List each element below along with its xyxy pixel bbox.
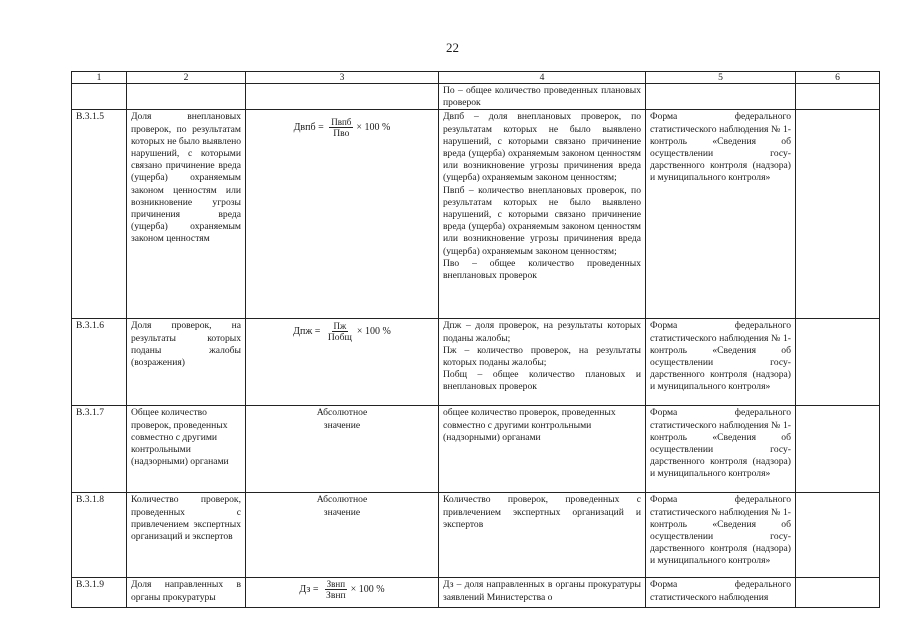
page-number: 22 (446, 40, 459, 55)
formula-lhs: Двпб (293, 122, 316, 134)
source-cell: Форма федерального статистического наблюдения (646, 578, 796, 608)
formula: Двпб = $\frac{\text{Пвпб}}{\text{Пво}}$ × 100 % (293, 117, 391, 140)
formula-lhs: Дз (299, 584, 311, 596)
definition-line: Пво – общее количество проведенных внеплановых проверок (443, 257, 641, 282)
formula-denominator: Побщ (327, 332, 352, 344)
definition-line: Двпб – доля внеплановых проверок, по результатам которых не было выявлено нарушений, с которыми связано причинение вреда (ущерба) охраняемым законом ценностям или возникновение угрозы причинения вреда (ущерба) охраняемым законом ценностям; (443, 111, 641, 184)
formula-cell (246, 110, 439, 319)
notes-cell (796, 110, 880, 319)
definition-cell (439, 406, 646, 493)
source-cell: Форма федерального статистического наблюдения № 1-контроль «Сведения об осуществлении госу-дарственного контроля (надзора) и муниципального контроля» (646, 110, 796, 319)
indicator-name: Доля проверок, на результаты которых поданы жалобы (возражения) (127, 319, 246, 406)
formula-numerator: Пвпб (331, 117, 352, 128)
notes-cell (796, 493, 880, 578)
indicator-code: В.3.1.9 (72, 578, 127, 608)
table-row (72, 319, 880, 406)
source-cell: Форма федерального статистического наблюдения № 1-контроль «Сведения об осуществлении госу-дарственного контроля (надзора) и муниципального контроля» (646, 493, 796, 578)
notes-cell (796, 578, 880, 608)
formula-denominator: Пво (333, 128, 350, 140)
indicator-name: Доля направленных в органы прокуратуры (127, 578, 246, 608)
indicator-code: В.3.1.7 (72, 406, 127, 493)
value-type-cell (246, 493, 439, 578)
notes-cell (796, 406, 880, 493)
source-cell: Форма федерального статистического наблюдения № 1-контроль «Сведения об осуществлении госу-дарственного контроля (надзора) и муниципального контроля» (646, 319, 796, 406)
table-row (72, 578, 880, 608)
table-row (72, 84, 880, 110)
formula-tail: × 100 % (350, 584, 385, 596)
column-number-row (72, 72, 880, 84)
indicator-name: Количество проверок, проведенных с привлечением экспертных организаций и экспертов (127, 493, 246, 578)
table-row (72, 493, 880, 578)
value-type: Абсолютное значение (316, 407, 368, 431)
table-row (72, 406, 880, 493)
formula: Дз = $\frac{\text{Звнп}}{\text{Звнп}}$ × 100 % (299, 579, 385, 602)
formula-denominator: Звнп (326, 590, 346, 602)
definition-cell (439, 493, 646, 578)
column-number: 2 (127, 72, 246, 84)
value-type-cell (246, 406, 439, 493)
definition-line: Пж – количество проверок, на результаты которых поданы жалобы; (443, 344, 641, 369)
indicator-code: В.3.1.6 (72, 319, 127, 406)
formula-fraction (324, 579, 348, 601)
definition-cell: По – общее количество проведенных плановых проверок (439, 84, 646, 110)
formula-numerator: Пж (333, 321, 347, 332)
indicator-code: В.3.1.8 (72, 493, 127, 578)
indicator-code: В.3.1.5 (72, 110, 127, 319)
definition-line: Количество проверок, проведенных с привлечением экспертных организаций и экспертов (443, 494, 641, 530)
definition-cell (439, 319, 646, 406)
definition-line: Пвпб – количество внеплановых проверок, по результатам которых не было выявлено нарушений, с которыми связано причинение вреда (ущерба) охраняемым законом ценностям или возникновение угрозы причинения вреда (ущерба) охраняемым законом ценностям; (443, 184, 641, 257)
definition-cell (439, 578, 646, 608)
column-number: 6 (796, 72, 880, 84)
formula-tail: × 100 % (356, 326, 391, 338)
definition-line: Дпж – доля проверок, на результаты которых поданы жалобы; (443, 320, 641, 344)
formula-cell (246, 319, 439, 406)
source-cell: Форма федерального статистического наблюдения № 1-контроль «Сведения об осуществлении госу-дарственного контроля (надзора) и муниципального контроля» (646, 406, 796, 493)
formula-tail: × 100 % (356, 122, 391, 134)
formula-numerator: Звнп (326, 579, 346, 590)
indicators-table (71, 71, 880, 608)
formula: Дпж = $\frac{Пж}{\text{Побщ}}$ × 100 % (293, 321, 391, 344)
formula-lhs: Дпж (293, 326, 313, 338)
column-number: 3 (246, 72, 439, 84)
definition-line: Дз – доля направленных в органы прокуратуры заявлений Министерства о (443, 579, 641, 603)
column-number: 4 (439, 72, 646, 84)
definition-line: общее количество проверок, проведенных совместно с другими контрольными (надзорными) органами (443, 407, 616, 443)
column-number: 1 (72, 72, 127, 84)
definition-cell (439, 110, 646, 319)
indicator-name: Общее количество проверок, проведенных совместно с другими контрольными (надзорными) органами (127, 406, 246, 493)
value-type: Абсолютное значение (316, 494, 368, 518)
formula-fraction (329, 117, 353, 139)
indicator-name: Доля внеплановых проверок, по результатам которых не было выявлено нарушений, с которыми связано причинение вреда (ущерба) охраняемым законом ценностям или возникновение угрозы причинения вреда (ущерба) охраняемым законом ценностям (127, 110, 246, 319)
column-number: 5 (646, 72, 796, 84)
notes-cell (796, 319, 880, 406)
formula-fraction (326, 321, 354, 343)
definition-line: Побщ – общее количество плановых и внеплановых проверок (443, 369, 641, 393)
table-row (72, 110, 880, 319)
formula-cell (246, 578, 439, 608)
